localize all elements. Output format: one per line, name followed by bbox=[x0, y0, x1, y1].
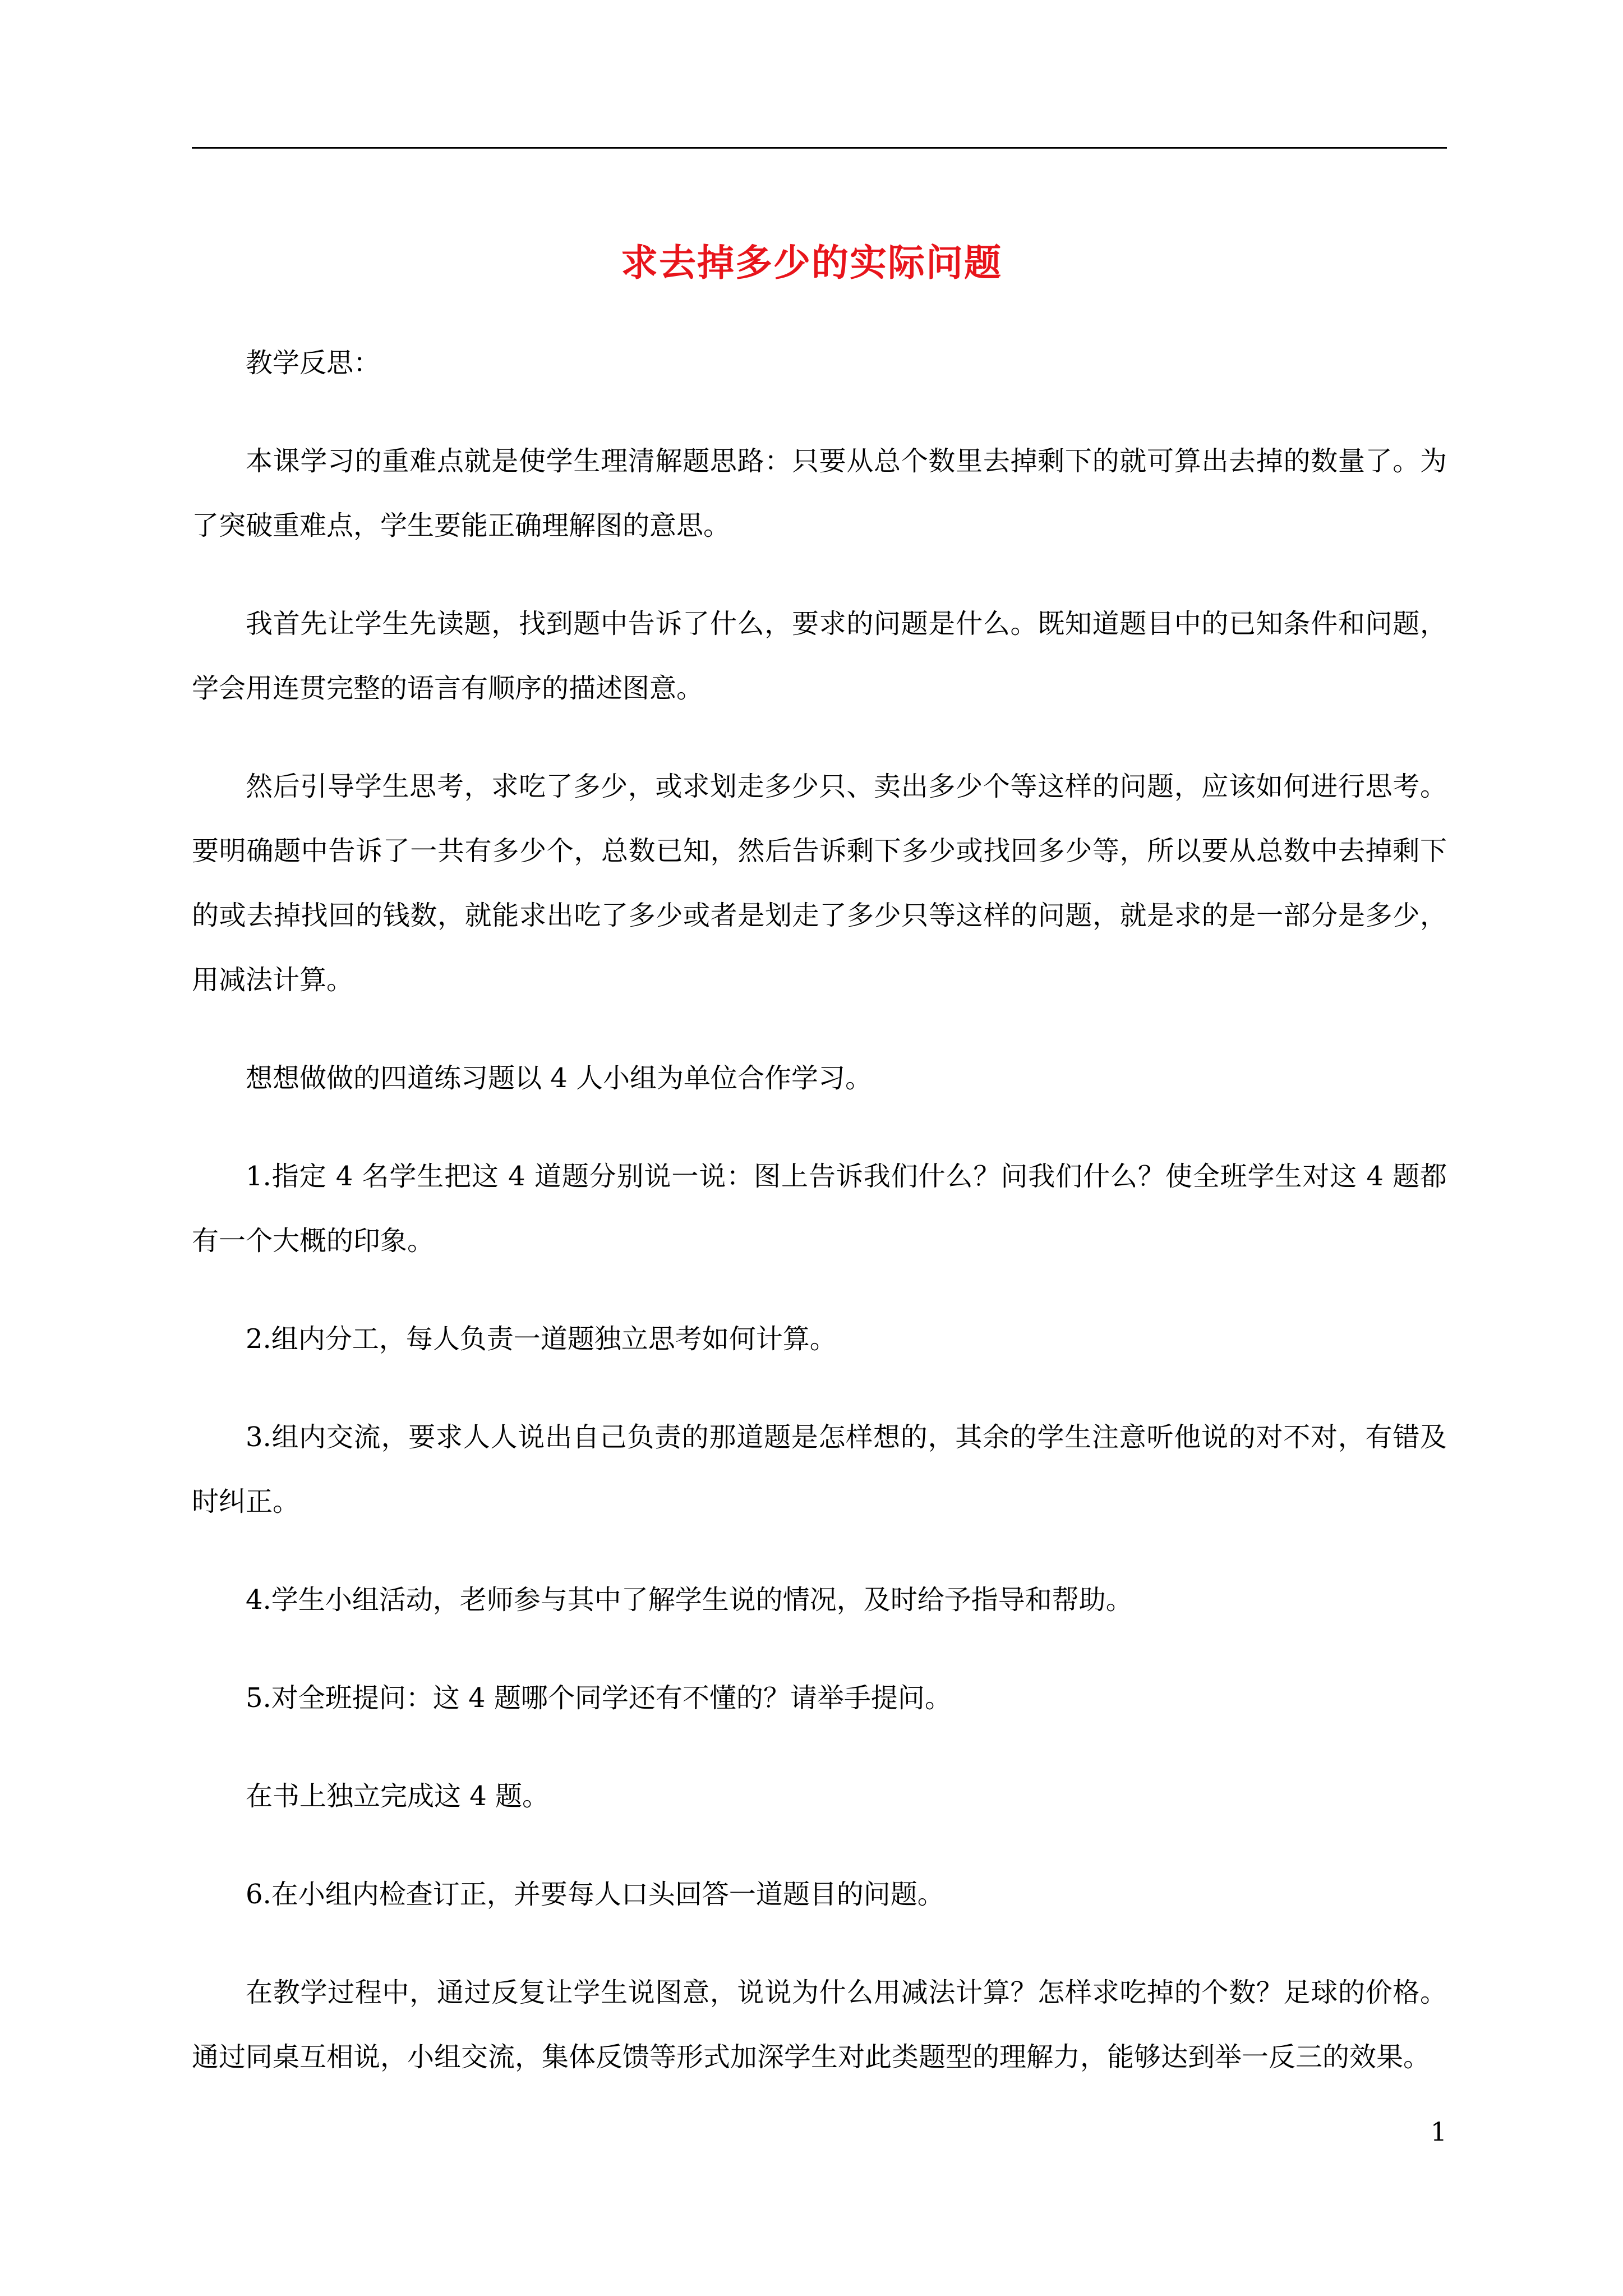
paragraph-summary: 在教学过程中，通过反复让学生说图意，说说为什么用减法计算？怎样求吃掉的个数？足球的价格。通过同桌互相说，小组交流，集体反馈等形式加深学生对此类题型的理解力，能够达到举一反三的效果。 bbox=[192, 1977, 1447, 2073]
list-item-6: 6.在小组内检查订正，并要每人口头回答一道题目的问题。 bbox=[246, 1879, 944, 1910]
paragraph-reflection-heading: 教学反思： bbox=[246, 347, 381, 379]
paragraph-book-exercise: 在书上独立完成这 4 题。 bbox=[246, 1780, 550, 1812]
header-rule bbox=[192, 147, 1447, 149]
paragraph-thinking: 然后引导学生思考，求吃了多少，或求划走多少只、卖出多少个等这样的问题，应该如何进行思考。要明确题中告诉了一共有多少个，总数已知，然后告诉剩下多少或找回多少等，所以要从总数中去掉剩下的或去掉找回的钱数，就能求出吃了多少或者是划走了多少只等这样的问题，就是求的是一部分是多少，用减法计算。 bbox=[192, 771, 1447, 996]
page-number: 1 bbox=[1430, 2116, 1447, 2147]
paragraph-group-practice: 想想做做的四道练习题以 4 人小组为单位合作学习。 bbox=[246, 1062, 873, 1094]
list-item-4: 4.学生小组活动，老师参与其中了解学生说的情况，及时给予指导和帮助。 bbox=[246, 1584, 1133, 1616]
list-item-2: 2.组内分工，每人负责一道题独立思考如何计算。 bbox=[246, 1323, 837, 1355]
list-item-1: 1.指定 4 名学生把这 4 道题分别说一说：图上告诉我们什么？问我们什么？使全班学生对这 4 题都有一个大概的印象。 bbox=[192, 1161, 1447, 1257]
list-item-3: 3.组内交流，要求人人说出自己负责的那道题是怎样想的，其余的学生注意听他说的对不对，有错及时纠正。 bbox=[192, 1421, 1447, 1517]
document-title: 求去掉多少的实际问题 bbox=[621, 241, 1002, 284]
document-body bbox=[192, 331, 1447, 2123]
list-item-5: 5.对全班提问：这 4 题哪个同学还有不懂的？请举手提问。 bbox=[246, 1682, 952, 1714]
paragraph-reading: 我首先让学生先读题，找到题中告诉了什么，要求的问题是什么。既知道题目中的已知条件和问题，学会用连贯完整的语言有顺序的描述图意。 bbox=[192, 608, 1447, 704]
paragraph-key-points: 本课学习的重难点就是使学生理清解题思路：只要从总个数里去掉剩下的就可算出去掉的数量了。为了突破重难点，学生要能正确理解图的意思。 bbox=[192, 445, 1447, 541]
